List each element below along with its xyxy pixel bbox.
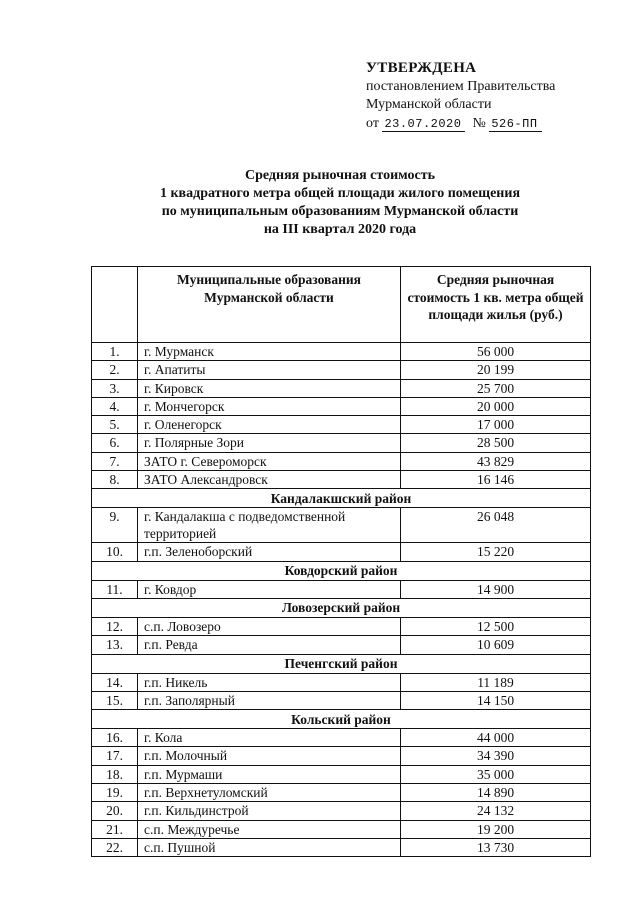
row-number: 18. <box>92 765 138 783</box>
municipality-name: г. Мурманск <box>138 343 401 361</box>
table-row <box>92 471 591 489</box>
table-row <box>92 343 591 361</box>
header-num <box>92 267 138 343</box>
table-row <box>92 434 591 452</box>
municipality-name: г. Мончегорск <box>138 397 401 415</box>
price-value: 26 048 <box>401 508 591 543</box>
price-value: 34 390 <box>401 747 591 765</box>
row-number: 19. <box>92 784 138 802</box>
district-name: Кольский район <box>92 710 591 729</box>
row-number: 14. <box>92 673 138 691</box>
table-row <box>92 784 591 802</box>
title-line-3: по муниципальным образованиям Мурманской области <box>161 204 519 219</box>
district-header-row <box>92 561 591 580</box>
row-number: 9. <box>92 508 138 543</box>
table-header-row <box>92 267 591 343</box>
price-value: 25 700 <box>401 379 591 397</box>
district-name: Кандалакшский район <box>92 489 591 508</box>
municipality-name: г.п. Заполярный <box>138 691 401 709</box>
row-number: 17. <box>92 747 138 765</box>
price-value: 24 132 <box>401 802 591 820</box>
approval-line-1: постановлением Правительства <box>366 78 556 94</box>
table-row <box>92 747 591 765</box>
row-number: 2. <box>92 361 138 379</box>
table-row <box>92 617 591 635</box>
municipality-name: г. Апатиты <box>138 361 401 379</box>
municipality-name: г. Кировск <box>138 379 401 397</box>
row-number: 7. <box>92 452 138 470</box>
price-value: 16 146 <box>401 471 591 489</box>
row-number: 11. <box>92 580 138 598</box>
price-value: 15 220 <box>401 543 591 561</box>
table-row <box>92 838 591 856</box>
municipality-name: г.п. Верхнетуломский <box>138 784 401 802</box>
price-value: 19 200 <box>401 820 591 838</box>
district-name: Ковдорский район <box>92 561 591 580</box>
row-number: 1. <box>92 343 138 361</box>
municipality-name: г. Полярные Зори <box>138 434 401 452</box>
municipality-name: с.п. Ловозеро <box>138 617 401 635</box>
approval-date-line <box>366 115 555 134</box>
table-row <box>92 765 591 783</box>
table-row <box>92 508 591 543</box>
municipality-name: г.п. Молочный <box>138 747 401 765</box>
date-prefix: от <box>366 115 379 131</box>
row-number: 22. <box>92 838 138 856</box>
price-value: 43 829 <box>401 452 591 470</box>
price-value: 44 000 <box>401 729 591 747</box>
price-value: 12 500 <box>401 617 591 635</box>
table-row <box>92 580 591 598</box>
row-number: 5. <box>92 416 138 434</box>
price-value: 20 000 <box>401 397 591 415</box>
table-row <box>92 802 591 820</box>
header-municipality: Муниципальные образования Мурманской области <box>138 267 401 343</box>
table-row <box>92 379 591 397</box>
price-value: 20 199 <box>401 361 591 379</box>
table-body <box>92 343 591 857</box>
approval-heading: УТВЕРЖДЕНА <box>366 60 477 76</box>
table-row <box>92 691 591 709</box>
district-name: Ловозерский район <box>92 598 591 617</box>
district-header-row <box>92 489 591 508</box>
price-value: 17 000 <box>401 416 591 434</box>
price-value: 56 000 <box>401 343 591 361</box>
price-value: 14 150 <box>401 691 591 709</box>
table-row <box>92 543 591 561</box>
price-value: 10 609 <box>401 636 591 654</box>
municipality-name: г.п. Ревда <box>138 636 401 654</box>
row-number: 12. <box>92 617 138 635</box>
row-number: 15. <box>92 691 138 709</box>
table-row <box>92 397 591 415</box>
row-number: 10. <box>92 543 138 561</box>
price-table-container <box>91 266 591 857</box>
title-line-2: 1 квадратного метра общей площади жилого помещения <box>159 186 521 201</box>
municipality-name: г. Кола <box>138 729 401 747</box>
row-number: 6. <box>92 434 138 452</box>
approval-number: 526-ПП <box>489 117 541 132</box>
municipality-name: г.п. Кильдинстрой <box>138 802 401 820</box>
price-value: 35 000 <box>401 765 591 783</box>
municipality-name: ЗАТО Александровск <box>138 471 401 489</box>
document-title <box>120 167 560 239</box>
table-row <box>92 361 591 379</box>
title-line-1: Средняя рыночная стоимость <box>245 168 435 183</box>
municipality-name: г.п. Никель <box>138 673 401 691</box>
municipality-name: с.п. Пушной <box>138 838 401 856</box>
row-number: 8. <box>92 471 138 489</box>
header-price: Средняя рыночная стоимость 1 кв. метра общей площади жилья (руб.) <box>401 267 591 343</box>
approval-date: 23.07.2020 <box>382 117 465 132</box>
number-prefix: № <box>472 115 486 131</box>
municipality-name: г. Ковдор <box>138 580 401 598</box>
row-number: 21. <box>92 820 138 838</box>
price-table <box>91 266 591 857</box>
municipality-name: с.п. Междуречье <box>138 820 401 838</box>
approval-line-2: Мурманской области <box>366 97 492 112</box>
title-line-4: на III квартал 2020 года <box>263 222 417 237</box>
row-number: 4. <box>92 397 138 415</box>
row-number: 16. <box>92 729 138 747</box>
district-header-row <box>92 654 591 673</box>
row-number: 3. <box>92 379 138 397</box>
district-header-row <box>92 598 591 617</box>
municipality-name: г. Кандалакша с подведомственной территорией <box>138 508 401 543</box>
table-row <box>92 673 591 691</box>
price-value: 11 189 <box>401 673 591 691</box>
approval-stamp <box>366 59 555 133</box>
price-value: 28 500 <box>401 434 591 452</box>
municipality-name: г.п. Мурмаши <box>138 765 401 783</box>
table-row <box>92 636 591 654</box>
municipality-name: ЗАТО г. Североморск <box>138 452 401 470</box>
district-header-row <box>92 710 591 729</box>
table-row <box>92 820 591 838</box>
table-row <box>92 452 591 470</box>
table-row <box>92 729 591 747</box>
row-number: 13. <box>92 636 138 654</box>
row-number: 20. <box>92 802 138 820</box>
municipality-name: г.п. Зеленоборский <box>138 543 401 561</box>
table-row <box>92 416 591 434</box>
district-name: Печенгский район <box>92 654 591 673</box>
price-value: 14 890 <box>401 784 591 802</box>
municipality-name: г. Оленегорск <box>138 416 401 434</box>
price-value: 13 730 <box>401 838 591 856</box>
price-value: 14 900 <box>401 580 591 598</box>
